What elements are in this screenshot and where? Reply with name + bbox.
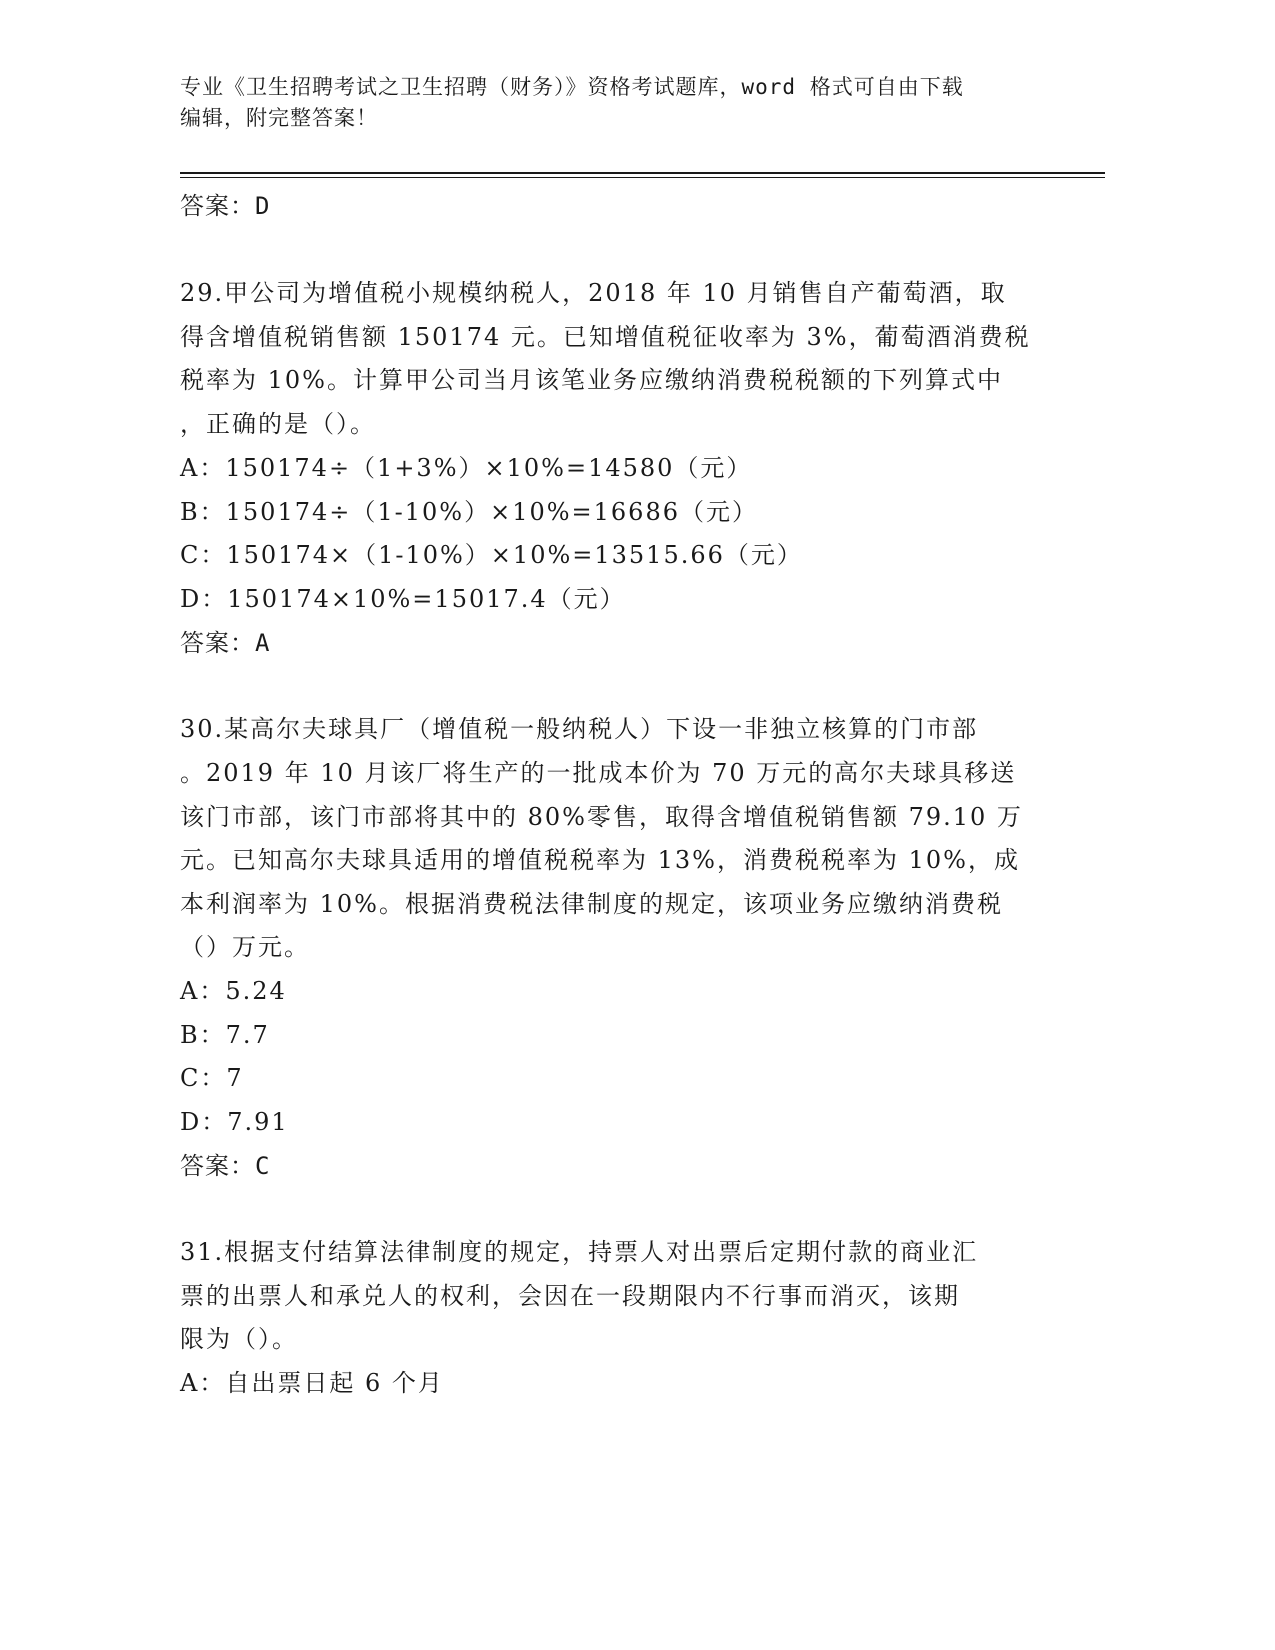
question-text-line: 30.某高尔夫球具厂（增值税一般纳税人）下设一非独立核算的门市部 xyxy=(180,715,979,743)
answer-30: 答案：C xyxy=(180,1152,271,1180)
option-a: A：自出票日起 6 个月 xyxy=(180,1369,444,1397)
answer-28: 答案：D xyxy=(180,192,271,220)
option-c: C：150174×（1-10%）×10%=13515.66（元） xyxy=(180,541,803,569)
option-d: D：7.91 xyxy=(180,1108,289,1136)
question-text-line: 元。已知高尔夫球具适用的增值税税率为 13%，消费税税率为 10%，成 xyxy=(180,846,1020,874)
question-text-line: 。2019 年 10 月该厂将生产的一批成本价为 70 万元的高尔夫球具移送 xyxy=(180,759,1017,787)
question-text-line: ，正确的是（）。 xyxy=(180,410,376,438)
question-text-line: 限为（）。 xyxy=(180,1325,298,1353)
question-text-line: 票的出票人和承兑人的权利，会因在一段期限内不行事而消灭，该期 xyxy=(180,1282,960,1310)
option-b: B：150174÷（1-10%）×10%=16686（元） xyxy=(180,498,758,526)
option-a: A：150174÷（1+3%）×10%=14580（元） xyxy=(180,454,753,482)
question-text-line: 该门市部，该门市部将其中的 80%零售，取得含增值税销售额 79.10 万 xyxy=(180,803,1023,831)
answer-29: 答案：A xyxy=(180,629,271,657)
question-text-line: 得含增值税销售额 150174 元。已知增值税征收率为 3%，葡萄酒消费税 xyxy=(180,323,1031,351)
document-header xyxy=(180,72,1060,134)
question-text-line: 本利润率为 10%。根据消费税法律制度的规定，该项业务应缴纳消费税 xyxy=(180,890,1003,918)
option-a: A：5.24 xyxy=(180,977,287,1005)
question-text-line: （）万元。 xyxy=(180,933,310,961)
header-line-1: 专业《卫生招聘考试之卫生招聘（财务）》资格考试题库，word 格式可自由下载 xyxy=(180,75,964,99)
question-text-line: 税率为 10%。计算甲公司当月该笔业务应缴纳消费税税额的下列算式中 xyxy=(180,366,1003,394)
question-text-line: 29.甲公司为增值税小规模纳税人，2018 年 10 月销售自产葡萄酒，取 xyxy=(180,279,1007,307)
header-line-2: 编辑，附完整答案！ xyxy=(180,106,378,130)
header-divider-thick xyxy=(180,172,1105,174)
option-b: B：7.7 xyxy=(180,1021,270,1049)
option-d: D：150174×10%=15017.4（元） xyxy=(180,585,626,613)
header-divider-thin xyxy=(180,177,1105,178)
option-c: C：7 xyxy=(180,1064,244,1092)
question-text-line: 31.根据支付结算法律制度的规定，持票人对出票后定期付款的商业汇 xyxy=(180,1238,979,1266)
